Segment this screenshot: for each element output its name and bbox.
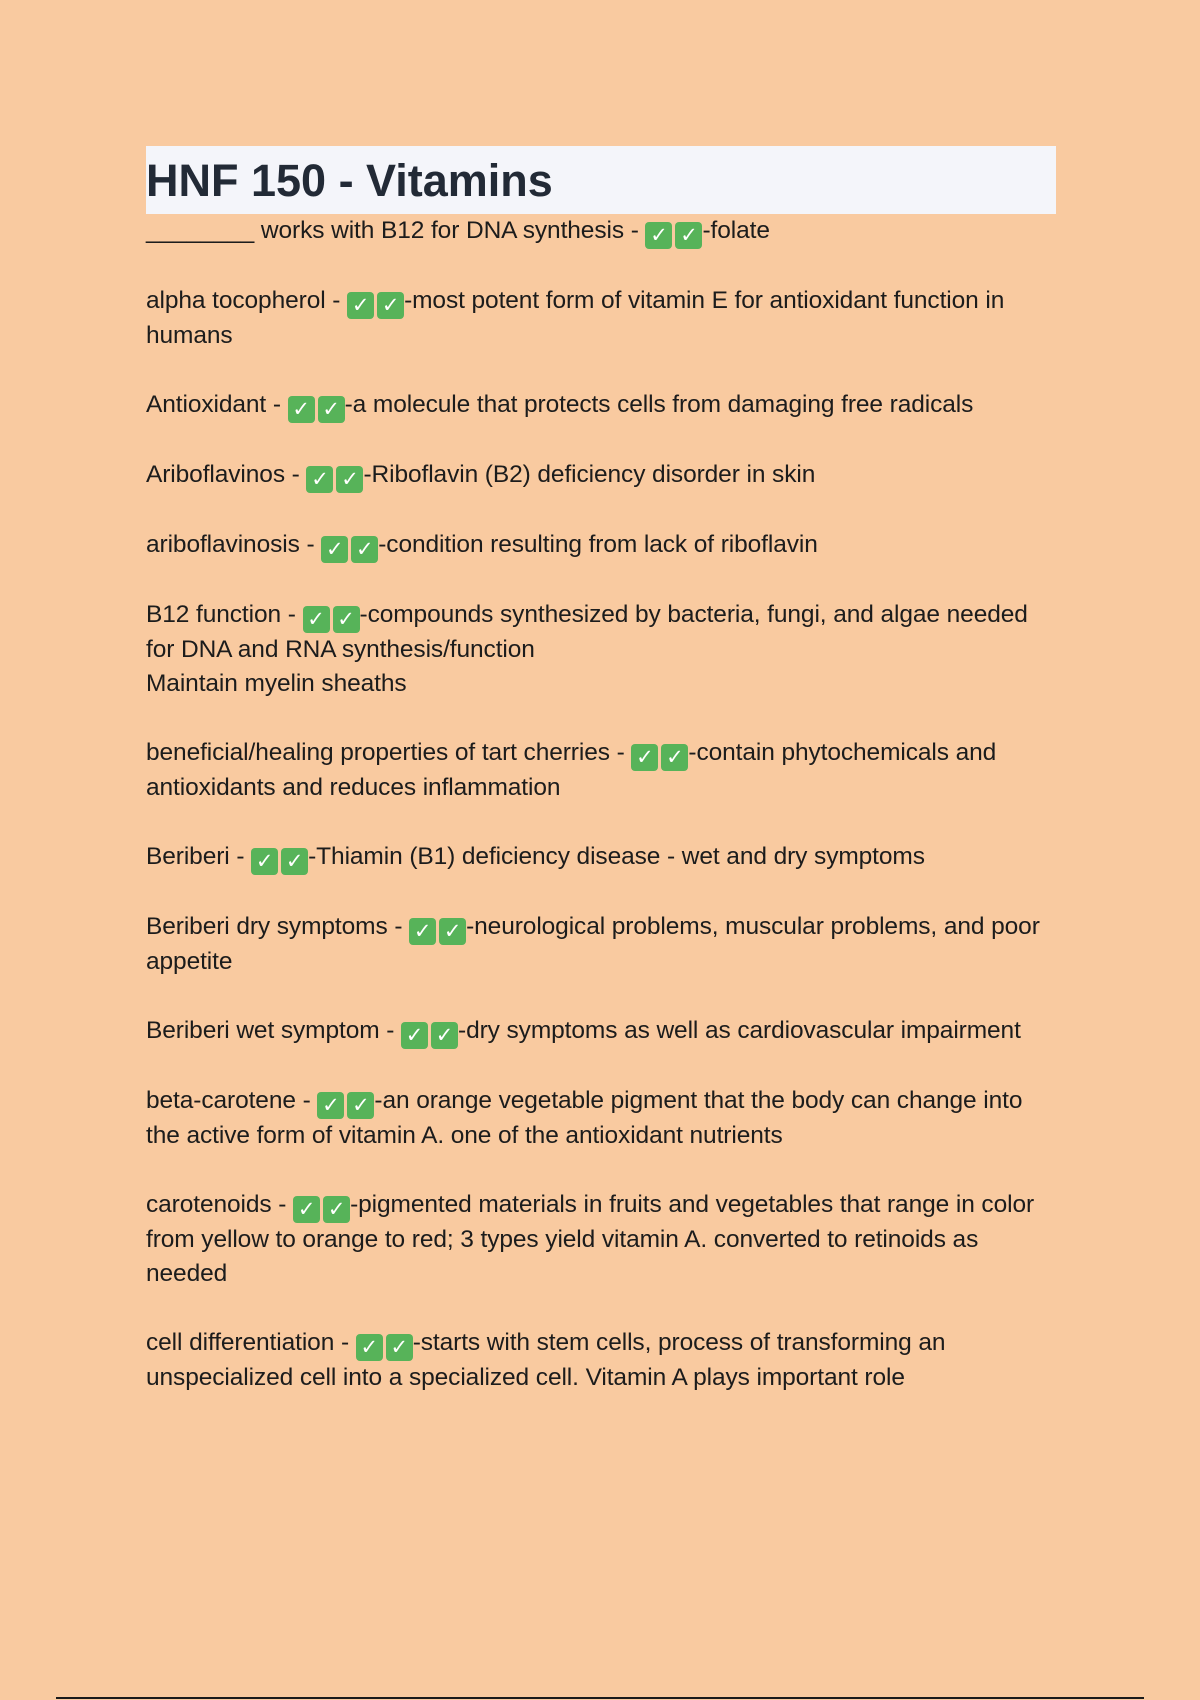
entry-term: cell differentiation: [146, 1329, 335, 1356]
flashcard-entry: beta-carotene - ✓ ✓ -an orange vegetable pigment that the body can change into the active form of vitamin A. one of the antioxidant nutrients: [146, 1087, 1023, 1149]
flashcard-entry: Ariboflavinos - ✓ ✓ -Riboflavin (B2) deficiency disorder in skin: [146, 461, 816, 491]
entry-term: ariboflavinosis: [146, 531, 300, 558]
check-mark-icon: ✓: [306, 466, 333, 493]
footer-divider: [56, 1697, 1144, 1699]
flashcard-entry: alpha tocopherol - ✓ ✓ -most potent form of vitamin E for antioxidant function in humans: [146, 287, 1005, 349]
entry-definition: compounds synthesized by bacteria, fungi, and algae needed for DNA and RNA synthesis/function: [146, 601, 1028, 663]
entry-definition: neurological problems, muscular problems, and poor appetite: [146, 913, 1040, 975]
check-mark-icon: ✓: [321, 536, 348, 563]
entry-term: Ariboflavinos: [146, 461, 285, 488]
entry-term: beta-carotene: [146, 1087, 296, 1114]
flashcard-entry: beneficial/healing properties of tart cherries - ✓ ✓ -contain phytochemicals and antioxidants and reduces inflammation: [146, 739, 997, 801]
check-mark-icon: ✓: [431, 1022, 458, 1049]
entry-term: beneficial/healing properties of tart cherries: [146, 739, 610, 766]
entry-term: Beriberi dry symptoms: [146, 913, 388, 940]
check-mark-icon: ✓: [377, 292, 404, 319]
entry-term: B12 function: [146, 601, 282, 628]
flashcard-entry: cell differentiation - ✓ ✓ -starts with stem cells, process of transforming an unspecialized cell into a specialized cell. Vitamin A plays important role: [146, 1329, 946, 1391]
check-mark-icon: ✓: [347, 1092, 374, 1119]
entry-term: alpha tocopherol: [146, 287, 326, 314]
check-mark-icon: ✓: [318, 396, 345, 423]
check-mark-icon: ✓: [631, 744, 658, 771]
check-mark-icon: ✓: [409, 918, 436, 945]
check-mark-icon: ✓: [386, 1334, 413, 1361]
check-mark-icon: ✓: [317, 1092, 344, 1119]
entry-definition: folate: [710, 217, 770, 244]
flashcard-list: [146, 214, 1056, 1395]
check-mark-icon: ✓: [323, 1196, 350, 1223]
entry-definition: Maintain myelin sheaths: [146, 670, 407, 697]
flashcard-entry: carotenoids - ✓ ✓ -pigmented materials in fruits and vegetables that range in color from yellow to orange to red; 3 types yield vitamin A. converted to retinoids as needed: [146, 1191, 1035, 1287]
flashcard-entry: Beriberi - ✓ ✓ -Thiamin (B1) deficiency disease - wet and dry symptoms: [146, 843, 925, 873]
check-mark-icon: ✓: [675, 222, 702, 249]
page-title: HNF 150 - Vitamins: [146, 154, 553, 206]
entry-definition: pigmented materials in fruits and vegetables that range in color from yellow to orange to red; 3 types yield vitamin A. converted to retinoids as needed: [146, 1191, 1035, 1287]
title-bar: [146, 146, 1056, 214]
check-mark-icon: ✓: [303, 606, 330, 633]
check-mark-icon: ✓: [333, 606, 360, 633]
check-mark-icon: ✓: [251, 848, 278, 875]
entry-definition: an orange vegetable pigment that the body can change into the active form of vitamin A. one of the antioxidant nutrients: [146, 1087, 1023, 1149]
flashcard-entry: ariboflavinosis - ✓ ✓ -condition resulting from lack of riboflavin: [146, 531, 818, 561]
check-mark-icon: ✓: [293, 1196, 320, 1223]
entry-definition: a molecule that protects cells from damaging free radicals: [352, 391, 974, 418]
document-page: [146, 146, 1056, 1430]
entry-term: Beriberi wet symptom: [146, 1017, 380, 1044]
check-mark-icon: ✓: [356, 1334, 383, 1361]
entry-definition: condition resulting from lack of riboflavin: [386, 531, 818, 558]
check-mark-icon: ✓: [645, 222, 672, 249]
entry-term: Beriberi: [146, 843, 230, 870]
entry-definition: dry symptoms as well as cardiovascular impairment: [466, 1017, 1021, 1044]
check-mark-icon: ✓: [661, 744, 688, 771]
check-mark-icon: ✓: [351, 536, 378, 563]
flashcard-entry: Beriberi dry symptoms - ✓ ✓ -neurological problems, muscular problems, and poor appetite: [146, 913, 1040, 975]
check-mark-icon: ✓: [336, 466, 363, 493]
check-mark-icon: ✓: [439, 918, 466, 945]
entry-definition: Thiamin (B1) deficiency disease - wet and dry symptoms: [316, 843, 925, 870]
flashcard-entry: Antioxidant - ✓ ✓ -a molecule that protects cells from damaging free radicals: [146, 391, 974, 421]
check-mark-icon: ✓: [281, 848, 308, 875]
entry-definition: starts with stem cells, process of transforming an unspecialized cell into a specialized cell. Vitamin A plays important role: [146, 1329, 946, 1391]
flashcard-entry: ________ works with B12 for DNA synthesis - ✓ ✓ -folate: [146, 217, 770, 247]
entry-term: Antioxidant: [146, 391, 267, 418]
entry-definition: most potent form of vitamin E for antioxidant function in humans: [146, 287, 1005, 349]
entry-term: ________ works with B12 for DNA synthesis: [146, 217, 624, 244]
entry-definition: Riboflavin (B2) deficiency disorder in skin: [371, 461, 816, 488]
check-mark-icon: ✓: [347, 292, 374, 319]
flashcard-entry: Beriberi wet symptom - ✓ ✓ -dry symptoms as well as cardiovascular impairment: [146, 1017, 1021, 1047]
check-mark-icon: ✓: [288, 396, 315, 423]
entry-term: carotenoids: [146, 1191, 272, 1218]
entry-definition: contain phytochemicals and antioxidants and reduces inflammation: [146, 739, 997, 801]
check-mark-icon: ✓: [401, 1022, 428, 1049]
flashcard-entry: B12 function - ✓ ✓ -compounds synthesized by bacteria, fungi, and algae needed for DNA and RNA synthesis/function Maintain myelin sheaths: [146, 598, 1056, 701]
